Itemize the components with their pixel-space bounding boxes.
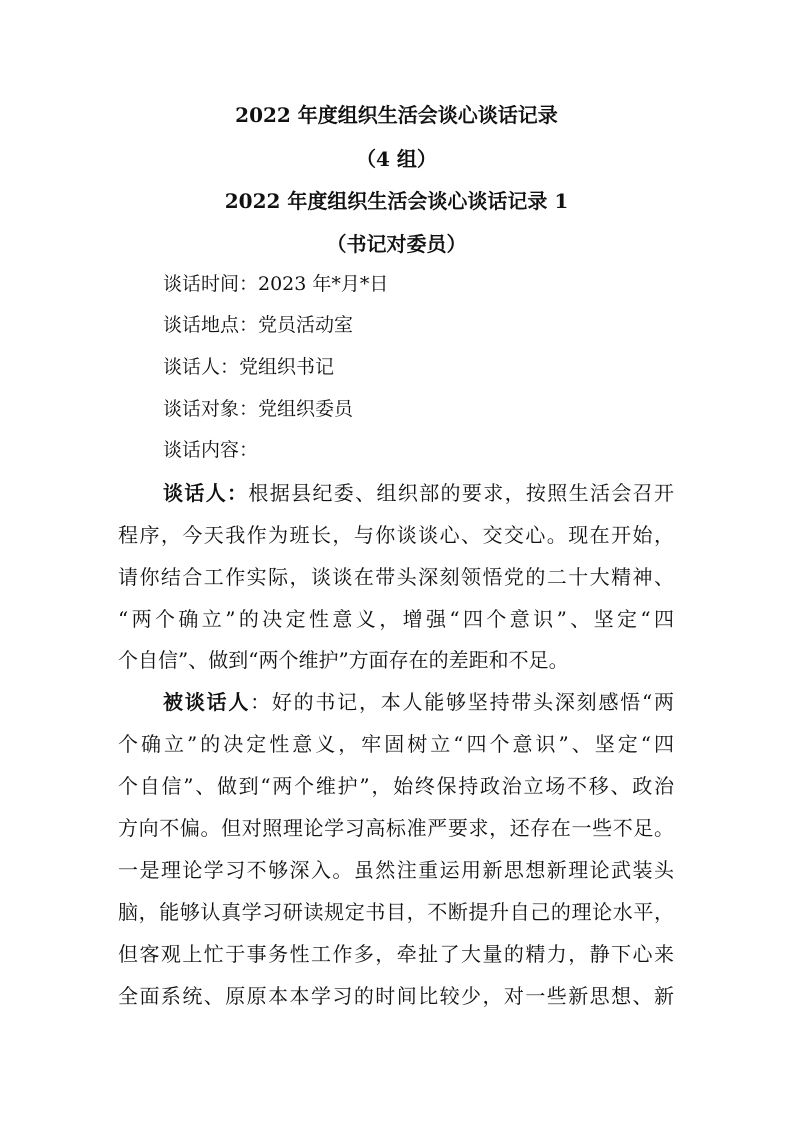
paragraph-line: 个自信”、做到“两个维护”，始终保持政治立场不移、政治 — [118, 774, 674, 798]
paragraph-line: 个自信”、做到“两个维护”方面存在的差距和不足。 — [118, 648, 569, 672]
role-subtitle: （书记对委员） — [326, 232, 467, 256]
paragraph-line: 一是理论学习不够深入。虽然注重运用新思想新理论武装头 — [118, 858, 674, 882]
paragraph-line — [163, 480, 674, 506]
meta-content-label: 谈话内容： — [163, 439, 259, 461]
paragraph-line: 但客观上忙于事务性工作多，牵扯了大量的精力，静下心来 — [118, 942, 674, 966]
paragraph-line: 程序，今天我作为班长，与你谈谈心、交交心。现在开始， — [118, 523, 674, 547]
speaker-label: 谈话人： — [163, 481, 249, 505]
meta-target: 谈话对象：党组织委员 — [163, 398, 354, 420]
record-subtitle: 2022 年度组织生活会谈心谈话记录 1 — [224, 189, 569, 213]
line-text: ：好的书记，本人能够坚持带头深刻感悟“两 — [250, 690, 674, 714]
paragraph-line: 请你结合工作实际，谈谈在带头深刻领悟党的二十大精神、 — [118, 565, 674, 589]
paragraph-line: 方向不偏。但对照理论学习高标准严要求，还存在一些不足。 — [118, 816, 674, 840]
document-title: 2022 年度组织生活会谈心谈话记录 — [235, 103, 558, 127]
line-text: 根据县纪委、组织部的要求，按照生活会召开 — [248, 481, 675, 505]
meta-speaker: 谈话人：党组织书记 — [163, 356, 335, 378]
paragraph-line: 全面系统、原原本本学习的时间比较少，对一些新思想、新 — [118, 984, 674, 1008]
meta-place: 谈话地点：党员活动室 — [163, 314, 354, 336]
paragraph-line: “两个确立”的决定性意义，增强“四个意识”、坚定“四 — [118, 607, 674, 631]
meta-time: 谈话时间：2023 年*月*日 — [163, 273, 389, 295]
paragraph-line: 脑，能够认真学习研读规定书目，不断提升自己的理论水平， — [118, 900, 674, 924]
respondent-label: 被谈话人 — [163, 690, 251, 714]
paragraph-line: 个确立”的决定性意义，牢固树立“四个意识”、坚定“四 — [118, 732, 674, 756]
group-label: （4 组） — [356, 147, 437, 171]
paragraph-line — [163, 689, 674, 715]
